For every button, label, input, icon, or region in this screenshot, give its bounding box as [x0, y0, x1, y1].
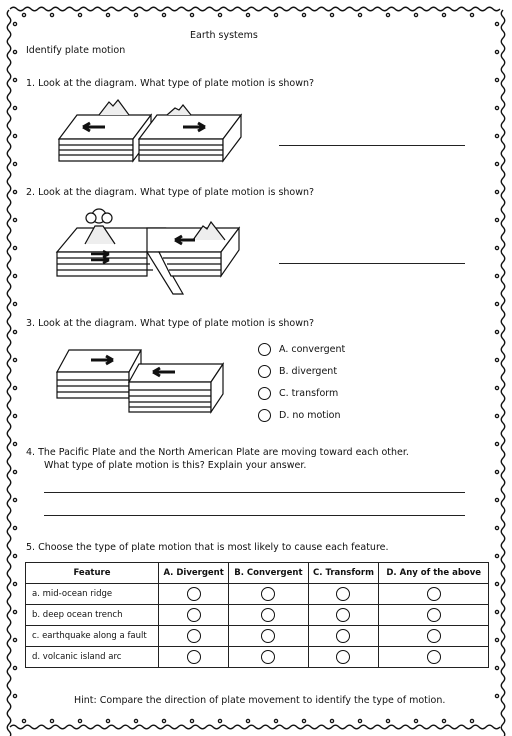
answer-circle-icon[interactable] [336, 629, 350, 643]
answer-circle-icon[interactable] [187, 608, 201, 622]
question-4-text-line-1: 4. The Pacific Plate and the North American Plate are moving toward each other. [26, 447, 409, 458]
answer-circle-icon[interactable] [187, 587, 201, 601]
worksheet-subtitle: Identify plate motion [26, 45, 126, 56]
answer-circle-icon[interactable] [261, 650, 275, 664]
question-1-answer-line[interactable] [279, 145, 465, 146]
radio-circle-icon[interactable] [258, 409, 271, 422]
question-3-option-d[interactable] [258, 407, 340, 423]
radio-circle-icon[interactable] [258, 365, 271, 378]
answer-circle-icon[interactable] [427, 608, 441, 622]
feature-label: b. deep ocean trench [26, 605, 159, 626]
table-row [26, 584, 489, 605]
answer-circle-icon[interactable] [427, 650, 441, 664]
option-label: D. no motion [279, 409, 341, 421]
question-3-option-b[interactable] [258, 363, 337, 379]
answer-circle-icon[interactable] [427, 587, 441, 601]
answer-circle-icon[interactable] [187, 650, 201, 664]
answer-circle-icon[interactable] [187, 629, 201, 643]
answer-circle-icon[interactable] [336, 587, 350, 601]
plate-motion-feature-table [25, 562, 489, 668]
answer-circle-icon[interactable] [261, 587, 275, 601]
table-row [26, 626, 489, 647]
radio-circle-icon[interactable] [258, 387, 271, 400]
question-1-text: 1. Look at the diagram. What type of plate motion is shown? [26, 78, 315, 89]
hint-text: Hint: Compare the direction of plate movement to identify the type of motion. [74, 695, 446, 706]
column-header-convergent: B. Convergent [229, 563, 308, 584]
column-header-transform: C. Transform [308, 563, 379, 584]
feature-label: d. volcanic island arc [26, 647, 159, 668]
question-5-text: 5. Choose the type of plate motion that is most likely to cause each feature. [26, 542, 389, 553]
answer-circle-icon[interactable] [336, 650, 350, 664]
column-header-feature: Feature [26, 563, 159, 584]
worksheet-title: Earth systems [190, 30, 258, 41]
table-header-row [26, 563, 489, 584]
column-header-any: D. Any of the above [379, 563, 489, 584]
answer-circle-icon[interactable] [427, 629, 441, 643]
question-4-text-line-2: What type of plate motion is this? Explain your answer. [44, 460, 307, 471]
feature-label: a. mid-ocean ridge [26, 584, 159, 605]
option-label: C. transform [279, 387, 339, 399]
question-3-option-c[interactable] [258, 385, 338, 401]
option-label: B. divergent [279, 365, 338, 377]
convergent-subduction-diagram [55, 204, 255, 299]
question-4-answer-line-1[interactable] [44, 492, 465, 493]
radio-circle-icon[interactable] [258, 343, 271, 356]
answer-circle-icon[interactable] [261, 608, 275, 622]
question-2-answer-line[interactable] [279, 263, 465, 264]
transform-plates-diagram [55, 342, 225, 416]
question-3-option-a[interactable] [258, 341, 345, 357]
table-row [26, 605, 489, 626]
option-label: A. convergent [279, 343, 346, 355]
table-row [26, 647, 489, 668]
question-4-answer-line-2[interactable] [44, 515, 465, 516]
question-3-text: 3. Look at the diagram. What type of plate motion is shown? [26, 318, 315, 329]
divergent-plates-diagram [55, 97, 255, 167]
column-header-divergent: A. Divergent [159, 563, 229, 584]
question-2-text: 2. Look at the diagram. What type of plate motion is shown? [26, 187, 315, 198]
answer-circle-icon[interactable] [261, 629, 275, 643]
feature-label: c. earthquake along a fault [26, 626, 159, 647]
answer-circle-icon[interactable] [336, 608, 350, 622]
